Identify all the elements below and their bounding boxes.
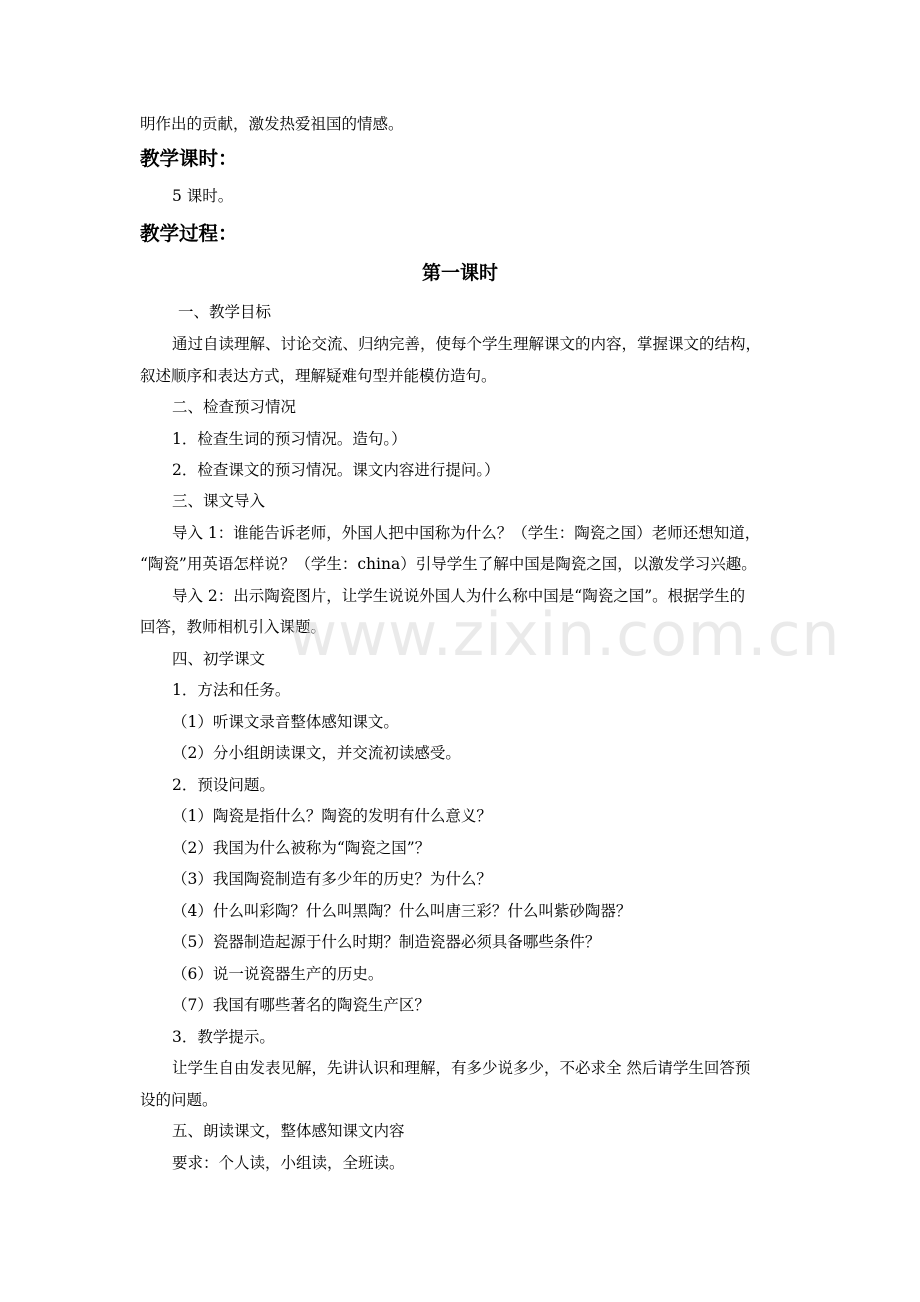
list-item: （1）听课文录音整体感知课文。 xyxy=(172,713,399,731)
paragraph-line: 通过自读理解、讨论交流、归纳完善，使每个学生理解课文的内容，掌握课文的结构， xyxy=(172,335,762,353)
paragraph-line: 要求：个人读，小组读，全班读。 xyxy=(172,1154,405,1172)
question-item: （5）瓷器制造起源于什么时期？制造瓷器必须具备哪些条件？ xyxy=(172,933,601,951)
question-item: （4）什么叫彩陶？什么叫黑陶？什么叫唐三彩？什么叫紫砂陶器？ xyxy=(172,902,632,920)
lesson-title: 第一课时 xyxy=(421,262,498,284)
section-heading-lesson-hours: 教学课时： xyxy=(140,147,238,170)
question-item: （6）说一说瓷器生产的历史。 xyxy=(172,965,384,983)
paragraph-line: 设的问题。 xyxy=(140,1091,218,1109)
question-item: （2）我国为什么被称为“陶瓷之国”？ xyxy=(172,839,431,857)
subsection-heading: 二、检查预习情况 xyxy=(172,398,297,416)
section-heading-process: 教学过程： xyxy=(140,222,238,245)
list-item: 1．方法和任务。 xyxy=(172,681,291,699)
list-item: 3．教学提示。 xyxy=(172,1028,275,1046)
paragraph-line: 让学生自由发表见解，先讲认识和理解，有多少说多少，不必求全 然后请学生回答预 xyxy=(172,1059,751,1077)
question-item: （3）我国陶瓷制造有多少年的历史？为什么？ xyxy=(172,870,492,888)
list-item: 2．预设问题。 xyxy=(172,776,275,794)
paragraph-line: 叙述顺序和表达方式，理解疑难句型并能模仿造句。 xyxy=(140,367,497,385)
subsection-heading: 三、课文导入 xyxy=(172,492,266,510)
watermark: www.zixin.com.cn xyxy=(288,600,841,670)
subsection-heading: 一、教学目标 xyxy=(178,303,272,321)
paragraph-line: 导入 2：出示陶瓷图片，让学生说说外国人为什么称中国是“陶瓷之国”。根据学生的 xyxy=(172,587,746,605)
question-item: （1）陶瓷是指什么？陶瓷的发明有什么意义？ xyxy=(172,807,492,825)
lesson-hours-value: 5 课时。 xyxy=(172,187,234,205)
list-item: 2．检查课文的预习情况。课文内容进行提问。） xyxy=(172,461,500,479)
subsection-heading: 五、朗读课文，整体感知课文内容 xyxy=(172,1122,405,1140)
text-line: 明作出的贡献，激发热爱祖国的情感。 xyxy=(140,115,404,133)
paragraph-line: 导入 1：谁能告诉老师，外国人把中国称为什么？（学生：陶瓷之国）老师还想知道， xyxy=(172,524,761,542)
list-item: （2）分小组朗读课文，并交流初读感受。 xyxy=(172,744,461,762)
subsection-heading: 四、初学课文 xyxy=(172,650,266,668)
question-item: （7）我国有哪些著名的陶瓷生产区？ xyxy=(172,996,430,1014)
paragraph-line: “陶瓷”用英语怎样说？（学生：china）引导学生了解中国是陶瓷之国，以激发学习兴趣。 xyxy=(140,555,757,573)
paragraph-line: 回答，教师相机引入课题。 xyxy=(140,618,327,636)
list-item: 1．检查生词的预习情况。造句。） xyxy=(172,430,407,448)
